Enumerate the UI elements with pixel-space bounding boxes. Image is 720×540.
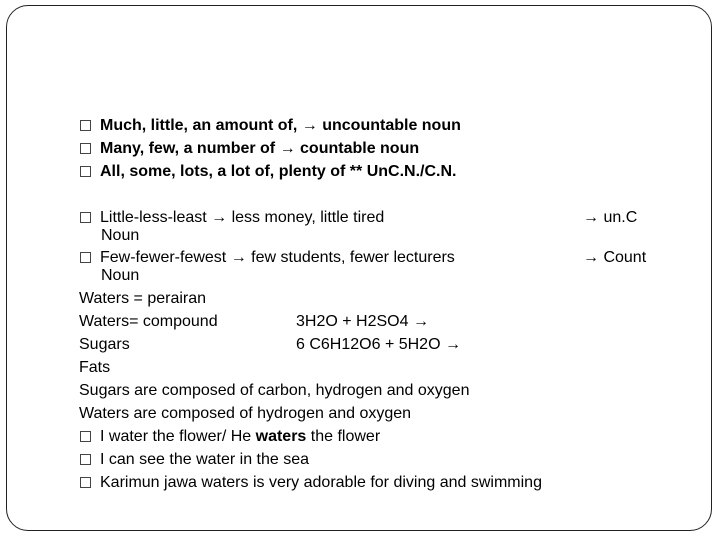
formula-1	[296, 313, 429, 331]
comparison-little	[80, 209, 384, 227]
bullet-text: Many, few, a number of	[100, 140, 280, 157]
formula-text: 3H2O + H2SO4	[296, 313, 413, 330]
example-text: the flower	[306, 428, 381, 445]
sugars-composed: Sugars are composed of carbon, hydrogen and oxygen	[79, 382, 470, 399]
comparison-text: few students, fewer lecturers	[246, 249, 455, 266]
example-text: I water the flower/ He	[100, 428, 256, 445]
comparison-wrap: Noun	[101, 227, 140, 244]
bullet-box-icon	[80, 477, 91, 488]
comparison-label: Count	[599, 249, 647, 266]
comparison-little-right	[583, 209, 637, 227]
sugars-label: Sugars	[79, 336, 130, 353]
arrow-icon: →	[412, 313, 429, 330]
comparison-text: Little-less-least	[100, 209, 212, 226]
bullet-text: countable noun	[295, 140, 420, 157]
arrow-icon: →	[301, 117, 318, 134]
arrow-icon: →	[211, 209, 228, 226]
bullet-box-icon	[80, 212, 91, 223]
comparison-few-right	[583, 249, 646, 267]
bullet-text: All, some, lots, a lot of, plenty of ** UnC.N./C.N.	[100, 163, 457, 180]
example-2	[80, 451, 309, 469]
comparison-wrap: Noun	[101, 267, 140, 284]
formula-2	[296, 336, 461, 354]
bullet-box-icon	[80, 143, 91, 154]
example-text: Karimun jawa waters is very adorable for diving and swimming	[100, 474, 542, 491]
fats-label: Fats	[79, 359, 111, 376]
comparison-text: Few-fewer-fewest	[100, 249, 231, 266]
waters-perairan: Waters = perairan	[79, 290, 207, 307]
bullet-box-icon	[80, 252, 91, 263]
bullet-box-icon	[80, 120, 91, 131]
arrow-icon: →	[230, 249, 247, 266]
bullet-box-icon	[80, 166, 91, 177]
bullet-box-icon	[80, 431, 91, 442]
comparison-label: un.C	[599, 209, 638, 226]
waters-composed: Waters are composed of hydrogen and oxygen	[79, 405, 412, 422]
example-1	[80, 428, 380, 446]
example-bold-word: waters	[255, 428, 307, 445]
example-text: I can see the water in the sea	[100, 451, 310, 468]
bullet-countable	[80, 140, 419, 158]
arrow-icon: →	[279, 140, 296, 157]
bullet-text: uncountable noun	[317, 117, 461, 134]
bullet-text: Much, little, an amount of,	[100, 117, 302, 134]
arrow-icon: →	[583, 249, 599, 266]
formula-text: 6 C6H12O6 + 5H2O	[296, 336, 445, 353]
arrow-icon: →	[583, 209, 599, 226]
bullet-both	[80, 163, 456, 181]
bullet-uncountable	[80, 117, 461, 135]
waters-compound: Waters= compound	[79, 313, 218, 330]
comparison-few	[80, 249, 455, 267]
arrow-icon: →	[444, 336, 461, 353]
comparison-text: less money, little tired	[227, 209, 385, 226]
example-3	[80, 474, 542, 492]
bullet-box-icon	[80, 454, 91, 465]
